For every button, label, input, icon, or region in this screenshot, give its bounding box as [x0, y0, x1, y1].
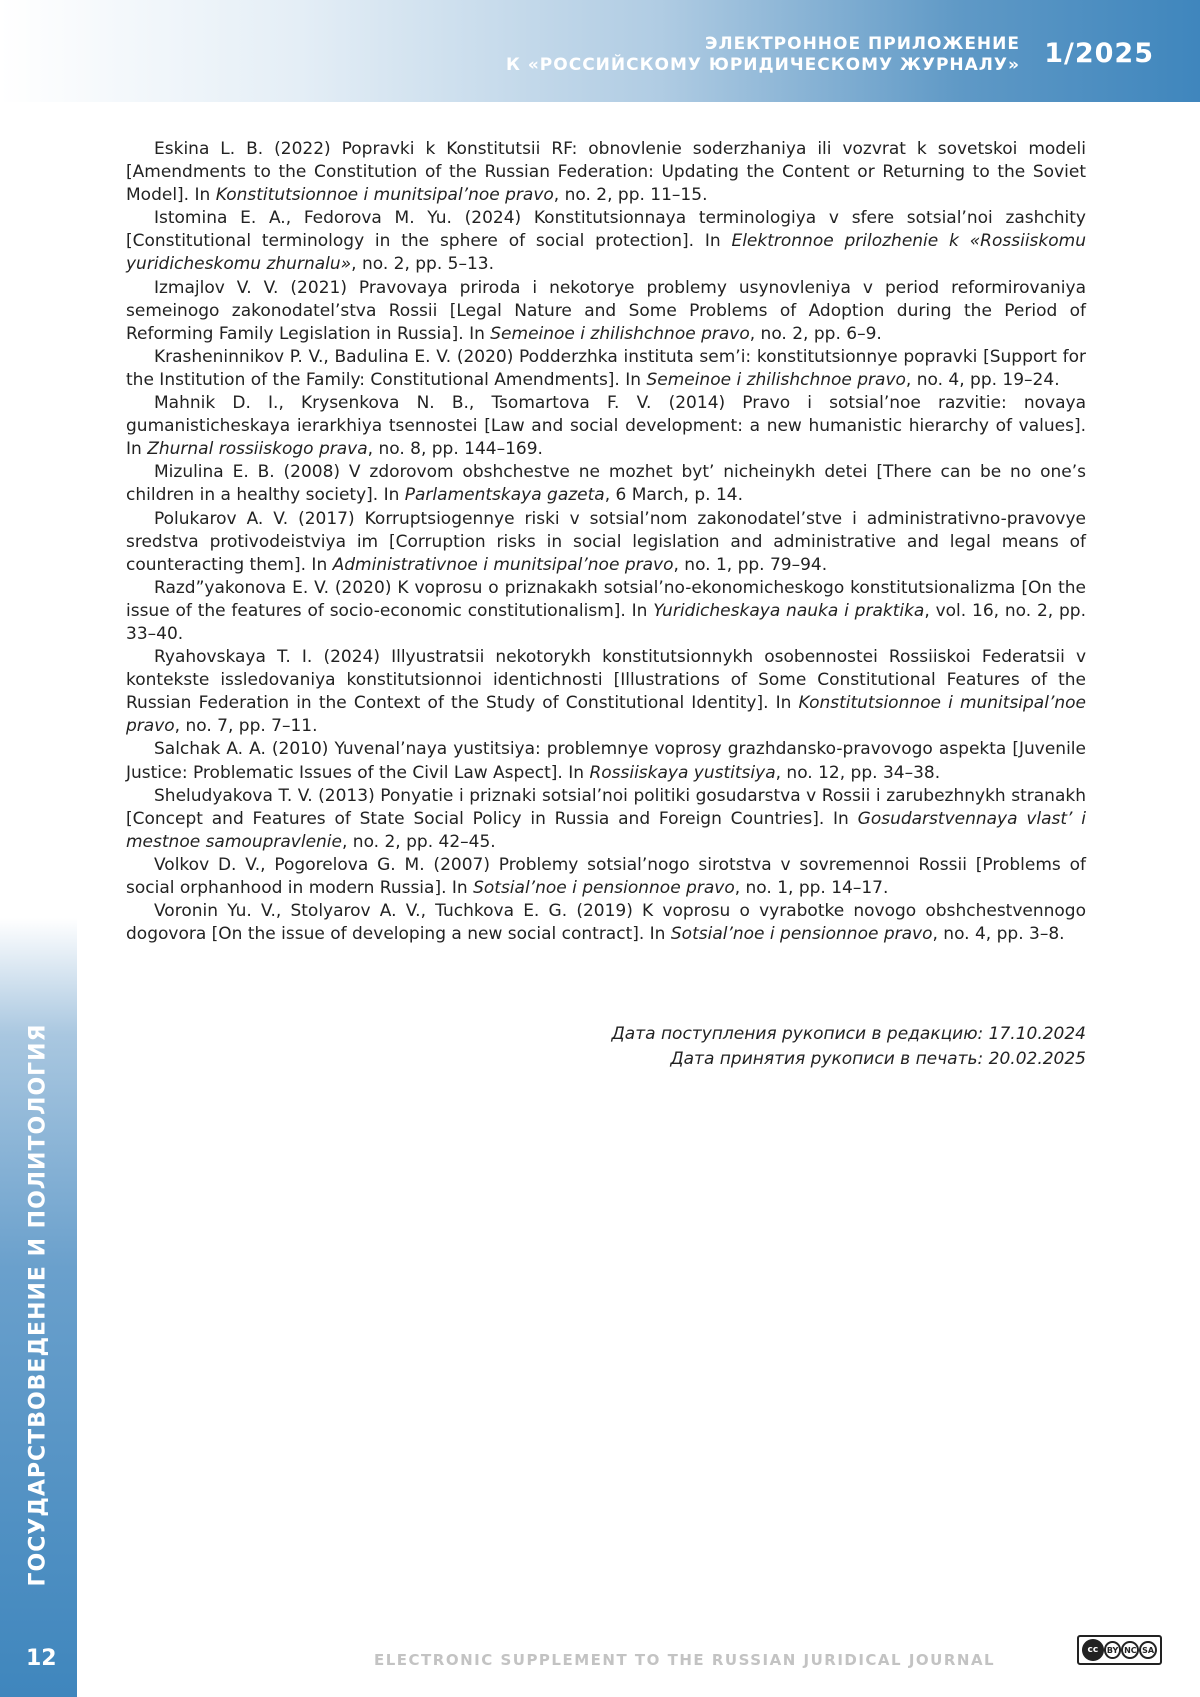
page-header	[0, 0, 1200, 102]
nc-icon: NC	[1121, 1641, 1139, 1659]
accepted-date: Дата принятия рукописи в печать: 20.02.2025	[670, 1049, 1086, 1069]
received-date: Дата поступления рукописи в редакцию: 17.10.2024	[611, 1024, 1086, 1044]
manuscript-dates	[612, 1022, 1086, 1072]
section-rubric: ГОСУДАРСТВОВЕДЕНИЕ И ПОЛИТОЛОГИЯ	[25, 1023, 51, 1587]
journal-title	[506, 34, 1020, 76]
reference-item: Krasheninnikov P. V., Badulina E. V. (2020) Podderzhka instituta sem’i: konstitutsionnye popravki [Support for the Institution of the Family: Constitutional Amendments]. In Semeinoe i zhilishchnoe pravo, no. 4, pp. 19–24.	[126, 346, 1086, 390]
by-icon: BY	[1104, 1641, 1122, 1659]
reference-item: Voronin Yu. V., Stolyarov A. V., Tuchkova E. G. (2019) K voprosu o vyrabotke novogo obshchestvennogo dogovora [On the issue of developing a new social contract]. In Sotsial’noe i pensionnoe pravo, no. 4, pp. 3–8.	[126, 901, 1086, 945]
footer-journal-name: ELECTRONIC SUPPLEMENT TO THE RUSSIAN JURIDICAL JOURNAL	[374, 1651, 996, 1669]
reference-item: Mizulina E. B. (2008) V zdorovom obshchestve ne mozhet byt’ nicheinykh detei [There can be no one’s children in a healthy society]. In Parlamentskaya gazeta, 6 March, p. 14.	[126, 462, 1086, 506]
reference-item: Salchak A. A. (2010) Yuvenal’naya yustitsiya: problemnye voprosy grazhdansko-pravovogo aspekta [Juvenile Justice: Problematic Issues of the Civil Law Aspect]. In Rossiiskaya yustitsiya, no. 12, pp. 34–38.	[126, 739, 1086, 783]
reference-item: Ryahovskaya T. I. (2024) Illyustratsii nekotorykh konstitutsionnykh osobennostei Rossiiskoi Federatsii v kontekste issledovaniya konstitutsionnoi identichnosti [Illustrations of Some Constitutional Features of the Russian Federation in the Context of the Study of Constitutional Identity]. In Konstitutsionnoe i munitsipal’noe pravo, no. 7, pp. 7–11.	[126, 647, 1086, 737]
reference-item: Volkov D. V., Pogorelova G. M. (2007) Problemy sotsial’nogo sirotstva v sovremennoi Rossii [Problems of social orphanhood in modern Russia]. In Sotsial’noe i pensionnoe pravo, no. 1, pp. 14–17.	[126, 854, 1086, 898]
sa-icon: SA	[1139, 1641, 1157, 1659]
reference-item: Razd”yakonova E. V. (2020) K voprosu o priznakakh sotsial’no-ekonomicheskogo konstitutsionalizma [On the issue of the features of socio-economic constitutionalism]. In Yuridicheskaya nauka i praktika, vol. 16, no. 2, pp. 33–40.	[126, 577, 1086, 644]
reference-item: Eskina L. B. (2022) Popravki k Konstitutsii RF: obnovlenie soderzhaniya ili vozvrat k sovetskoi modeli [Amendments to the Constitution of the Russian Federation: Updating the Content or Returning to the Soviet Model]. In Konstitutsionnoe i munitsipal’noe pravo, no. 2, pp. 11–15.	[126, 139, 1086, 206]
issue-number: 1/2025	[1044, 38, 1154, 69]
reference-item: Mahnik D. I., Krysenkova N. B., Tsomartova F. V. (2014) Pravo i sotsial’noe razvitie: novaya gumanisticheskaya ierarkhiya tsennostei [Law and social development: a new humanistic hierarchy of values]. In Zhurnal rossiiskogo prava, no. 8, pp. 144–169.	[126, 393, 1086, 460]
journal-title-line-2: К «РОССИЙСКОМУ ЮРИДИЧЕСКОМУ ЖУРНАЛУ»	[506, 55, 1020, 75]
reference-item: Sheludyakova T. V. (2013) Ponyatie i priznaki sotsial’noi politiki gosudarstva v Rossii i zarubezhnykh stranakh [Concept and Features of State Social Policy in Russia and Foreign Countries]. In Gosudarstvennaya vlast’ i mestnoe samoupravlenie, no. 2, pp. 42–45.	[126, 785, 1086, 852]
reference-item: Istomina E. A., Fedorova M. Yu. (2024) Konstitutsionnaya terminologiya v sfere sotsial’noi zashchity [Constitutional terminology in the sphere of social protection]. In Elektronnoe prilozhenie k «Rossiiskomu yuridicheskomu zhurnalu», no. 2, pp. 5–13.	[126, 208, 1086, 275]
journal-title-line-1: ЭЛЕКТРОННОЕ ПРИЛОЖЕНИЕ	[704, 34, 1020, 54]
side-rubric-container	[0, 918, 77, 1697]
reference-item: Polukarov A. V. (2017) Korruptsiogennye riski v sotsial’nom zakonodatel’stve i administrativno-pravovye sredstva protivodeistviya im [Corruption risks in social legislation and administrative and legal means of counteracting them]. In Administrativnoe i munitsipal’noe pravo, no. 1, pp. 79–94.	[126, 508, 1086, 575]
reference-list	[126, 138, 1086, 946]
page-number: 12	[26, 1646, 57, 1671]
cc-icon: cc	[1082, 1639, 1104, 1661]
cc-license-badge[interactable]	[1077, 1635, 1162, 1665]
reference-item: Izmajlov V. V. (2021) Pravovaya priroda i nekotorye problemy usynovleniya v period reformirovaniya semeinogo zakonodatel’stva Rossii [Legal Nature and Some Problems of Adoption during the Period of Reforming Family Legislation in Russia]. In Semeinoe i zhilishchnoe pravo, no. 2, pp. 6–9.	[126, 277, 1086, 344]
